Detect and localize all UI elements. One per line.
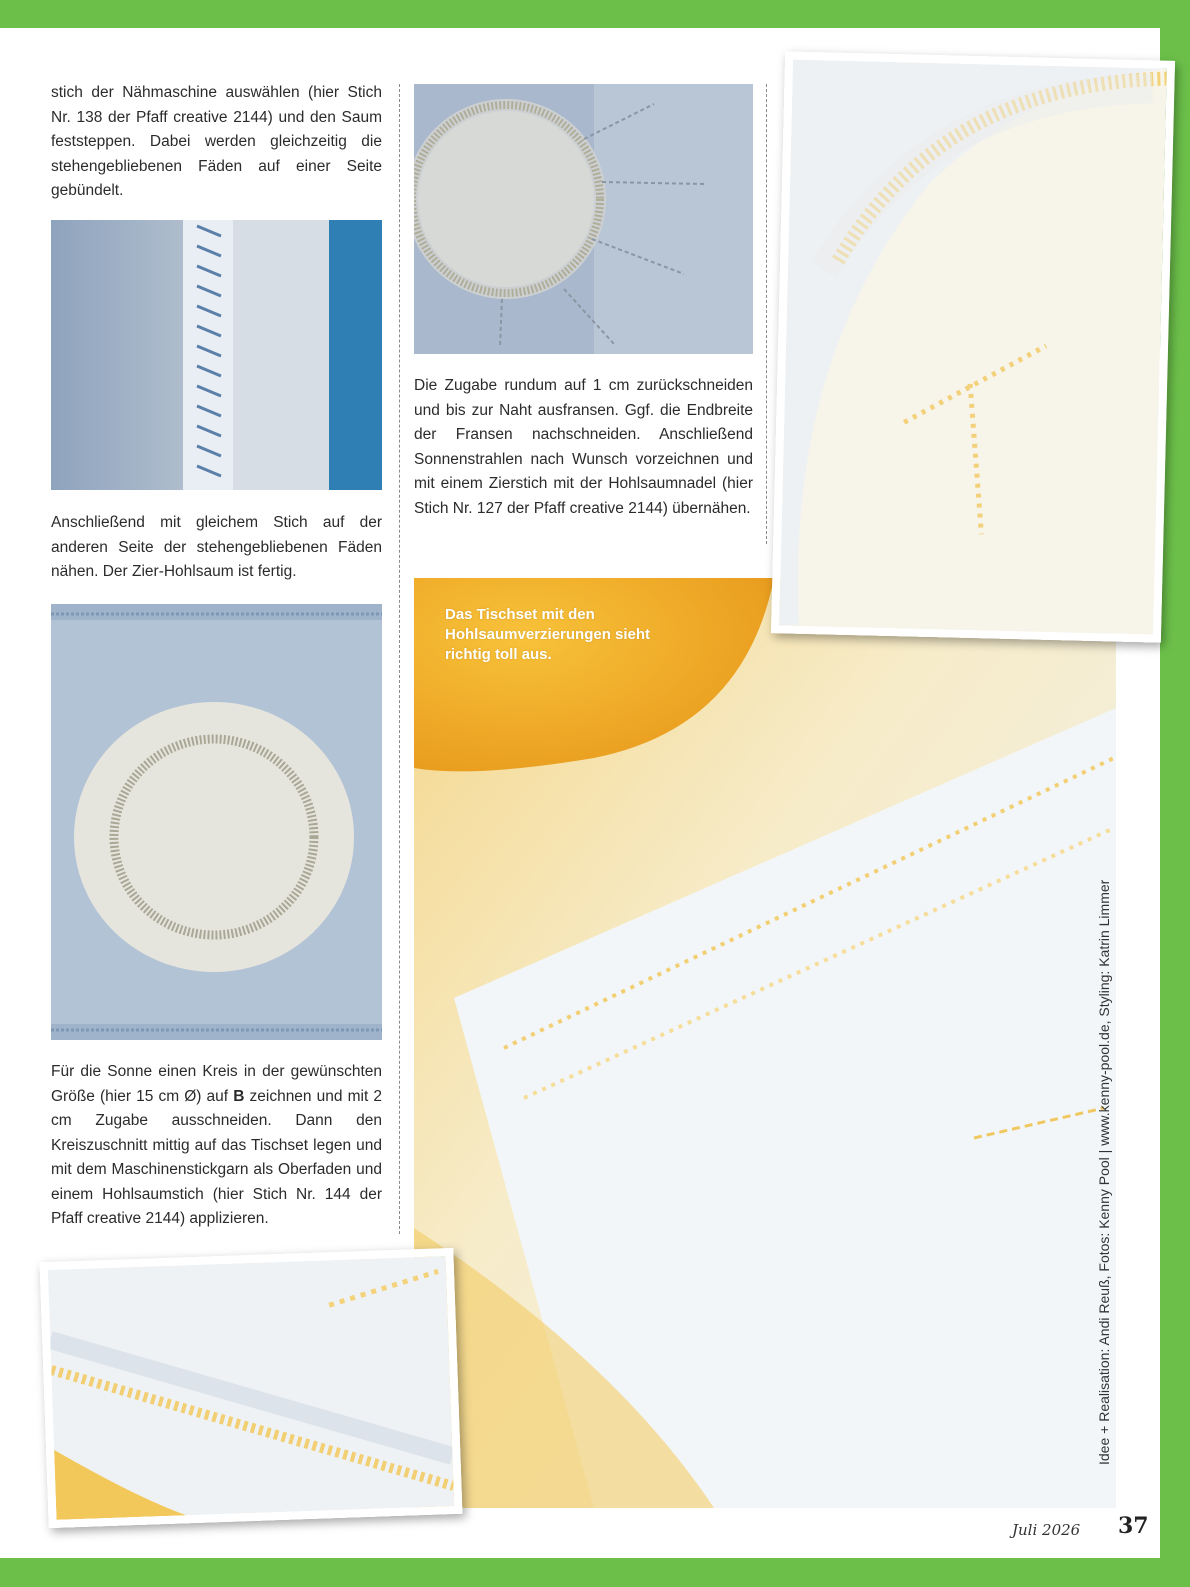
photo-circle-applique xyxy=(51,604,382,1040)
paragraph-fringe-rays: Die Zugabe rundum auf 1 cm zurückschneiden und bis zur Naht ausfransen. Ggf. die Endbreite der Fransen nachschneiden. Anschließend Sonnenstrahlen nach Wunsch vorzeichnen und mit einem Zierstich mit der Hohlsaumnadel (hier Stich Nr. 127 der Pfaff creative 2144) übernähen. xyxy=(414,377,753,517)
issue-date: Juli 2026 xyxy=(1012,1521,1081,1539)
fabric-label-b: B xyxy=(233,1087,245,1105)
column-divider-right xyxy=(766,84,767,544)
photo-hemstitch-closeup xyxy=(39,1248,462,1528)
paragraph-hem-stitch: stich der Nähmaschine auswählen (hier Stich Nr. 138 der Pfaff creative 2144) und den Saum feststeppen. Dabei werden gleichzeitig die stehengebliebenen Fäden auf einer Seite gebündelt. xyxy=(51,84,382,199)
column-divider-left xyxy=(399,84,400,1234)
sun-text-part-2: zeichnen und mit 2 cm Zugabe ausschneiden. Dann den Kreiszuschnitt mittig auf das Tischset legen und mit dem Maschinenstickgarn als Oberfaden und einem Hohlsaumstich (hier Stich Nr. 144 der Pfaff creative 2144) applizieren. xyxy=(51,1087,382,1227)
photo-caption: Das Tischset mit den Hohlsaumverzierungen sieht richtig toll aus. xyxy=(445,606,651,663)
paragraph-sun-circle xyxy=(51,1060,382,1232)
sun-text-part-1: Für die Sonne einen Kreis in der gewünschten Größe (hier 15 cm Ø) auf xyxy=(51,1063,382,1105)
page-number: 37 xyxy=(1118,1513,1149,1539)
photo-credit: Idee + Realisation: Andi Reuß, Fotos: Kenny Pool | www.kenny-pool.de, Styling: Katrin Limmer xyxy=(1096,879,1112,1465)
paragraph-other-side: Anschließend mit gleichem Stich auf der anderen Seite der stehengebliebenen Fäden nähen. Der Zier-Hohlsaum ist fertig. xyxy=(51,514,382,580)
photo-sun-rays xyxy=(414,84,753,354)
photo-hemstitch-detail xyxy=(51,220,382,490)
photo-tablemat-hero xyxy=(414,578,1116,1508)
photo-sun-closeup xyxy=(771,51,1175,642)
